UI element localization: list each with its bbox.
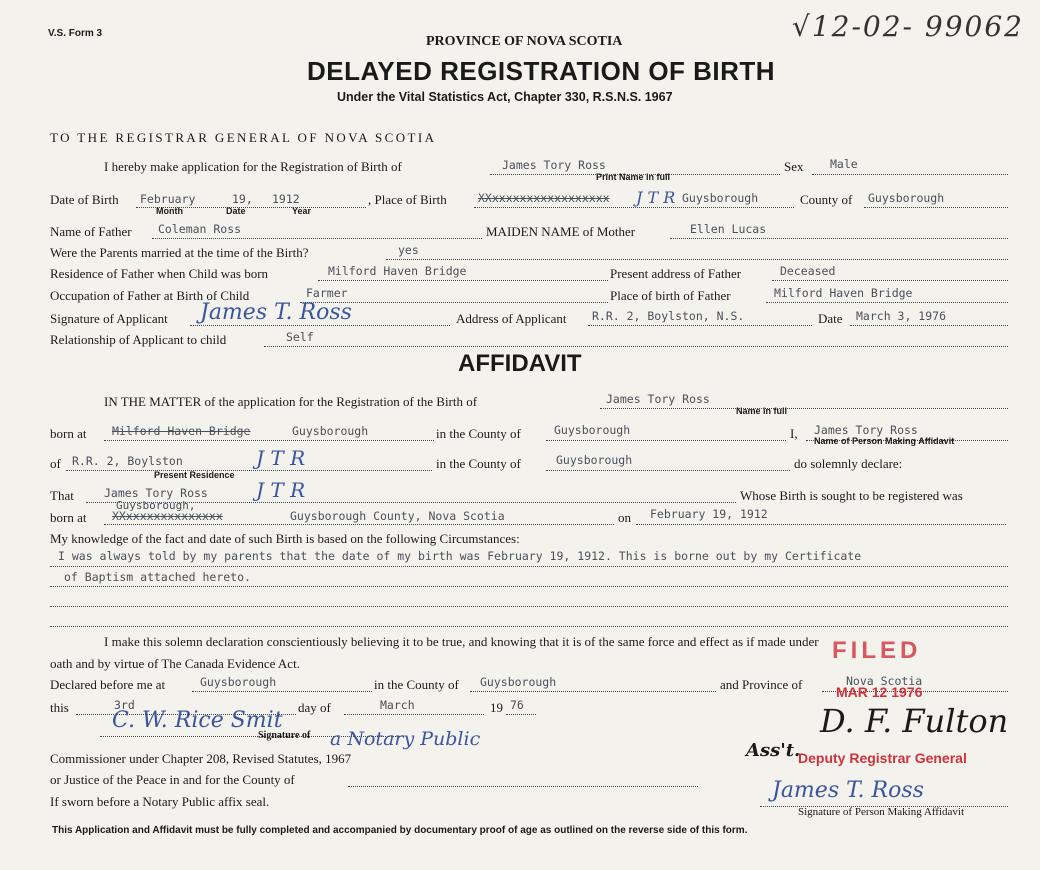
application-intro: I hereby make application for the Registration of Birth of [104,159,402,174]
notary-handwriting: a Notary Public [330,728,481,750]
deponent-label: Name of Person Making Affidavit [814,436,955,446]
circumstances-line-1: I was always told by my parents that the date of my birth was February 19, 1912. This is borne out by my Certificate [58,549,862,563]
deponent-name: James Tory Ross [814,423,918,437]
date-signed-label: Date [818,311,843,326]
in-county-label: in the County of [436,426,521,441]
res-father-value: Milford Haven Bridge [328,264,467,278]
occupation-value: Farmer [306,286,348,300]
pob-father-label: Place of birth of Father [610,288,731,303]
that-label: That [50,488,74,503]
year-suffix: 76 [510,698,524,712]
notary-seal-line: If sworn before a Notary Public affix seal. [50,794,270,809]
born-at2-value: Guysborough County, Nova Scotia [290,509,505,523]
child-name: James Tory Ross [502,158,606,172]
declaration-line-2: oath and by virtue of The Canada Evidence Act. [50,656,300,671]
sex-value: Male [830,157,858,171]
married-label: Were the Parents married at the time of the Birth? [50,245,309,260]
matter-text: IN THE MATTER of the application for the Registration of the Birth of [104,394,478,409]
registrar-signature: D. F. Fulton [820,702,1009,740]
initials-that: J T R [256,478,306,502]
born-at2-label: born at [50,510,87,525]
county-label: County of [800,192,853,207]
born-at-struck: Milford Haven Bridge [112,424,251,438]
in-county2-label: in the County of [436,456,521,471]
deponent-signature-label: Signature of Person Making Affidavit [798,806,964,818]
commissioner-signature: C. W. Rice Smit [112,708,283,733]
born-at-label: born at [50,426,87,441]
pob-struck: XXxxxxxxxxxxxxxxxxx [478,191,610,205]
sex-label: Sex [784,159,804,174]
born-at2-struck: XXxxxxxxxxxxxxxx [112,509,223,523]
declared-month: March [380,698,415,712]
form-number: V.S. Form 3 [48,28,103,39]
declared-province: Nova Scotia [846,674,923,688]
declared-at: Guysborough [200,675,277,689]
year-prefix: 19 [490,700,503,715]
date-label: Date [226,206,246,216]
on-date: February 19, 1912 [650,507,768,521]
declared-label: Declared before me at [50,677,166,692]
filed-stamp: FILED [832,637,922,664]
name-full-label: Name in full [736,406,788,416]
assistant-mark: Ass't. [746,740,801,761]
initials-pob: J T R [636,188,676,207]
deputy-registrar-stamp: Deputy Registrar General [798,750,967,766]
father-label: Name of Father [50,224,132,239]
knowledge-text: My knowledge of the fact and date of such Birth is based on the following Circumstances: [50,531,520,546]
occupation-label: Occupation of Father at Birth of Child [50,288,250,303]
province-label: and Province of [720,677,803,692]
solemnly-declare: do solemnly declare: [794,456,903,471]
affidavit-child-name: James Tory Ross [606,392,710,406]
present-father-value: Deceased [780,264,836,278]
whose-birth-text: Whose Birth is sought to be registered was [740,488,963,503]
date-signed-value: March 3, 1976 [856,309,947,323]
day-of-label: day of [298,700,331,715]
commissioner-line: Commissioner under Chapter 208, Revised Statutes, 1967 [50,751,352,766]
deponent-signature: James T. Ross [772,778,924,803]
declared-county: Guysborough [480,675,557,689]
present-father-label: Present address of Father [610,266,742,281]
dob-label: Date of Birth [50,192,119,207]
in-county3-label: in the County of [374,677,459,692]
month-label: Month [156,206,183,216]
applicant-signature-label: Signature of Applicant [50,311,168,326]
signature-of-label: Signature of [258,730,311,741]
married-value: yes [398,243,419,257]
pob-label: , Place of Birth [368,192,447,207]
mother-label: MAIDEN NAME of Mother [486,224,636,239]
residence-county: Guysborough [556,453,633,467]
year-label: Year [292,206,312,216]
of-label: of [50,456,61,471]
relationship-value: Self [286,330,314,344]
footer-note: This Application and Affidavit must be fully completed and accompanied by documentary proof of age as outlined on the reverse side of this form. [52,825,748,836]
county-value: Guysborough [868,191,945,205]
this-label: this [50,700,69,715]
declaration-line-1: I make this solemn declaration conscientiously believing it to be true, and knowing that it is of the same force and effect as if made under [104,634,819,649]
pob-value: Guysborough [682,191,759,205]
present-residence-label: Present Residence [154,470,235,480]
relationship-label: Relationship of Applicant to child [50,332,227,347]
form-subtitle: Under the Vital Statistics Act, Chapter 330, R.S.N.S. 1967 [337,90,673,104]
circumstances-line-2: of Baptism attached hereto. [64,570,251,584]
born-at2-inserted: Guysborough, [116,499,196,512]
print-name-label: Print Name in full [596,172,671,182]
addressee: TO THE REGISTRAR GENERAL OF NOVA SCOTIA [50,130,437,145]
filed-date-stamp: MAR 12 1976 [836,684,923,700]
dob-year: 1912 [272,192,300,206]
res-father-label: Residence of Father when Child was born [50,266,269,281]
address-label: Address of Applicant [456,311,567,326]
province-heading: PROVINCE OF NOVA SCOTIA [426,34,623,49]
i-label: I, [790,426,798,441]
justice-line: or Justice of the Peace in and for the County of [50,772,295,787]
affidavit-heading: AFFIDAVIT [458,350,582,377]
form-title: DELAYED REGISTRATION OF BIRTH [307,56,776,86]
that-name: James Tory Ross [104,486,208,500]
mother-value: Ellen Lucas [690,222,767,236]
affidavit-county: Guysborough [554,423,631,437]
residence-value: R.R. 2, Boylston [72,454,183,468]
father-value: Coleman Ross [158,222,242,236]
initials-residence: J T R [256,446,306,470]
applicant-signature: James T. Ross [200,300,352,325]
address-value: R.R. 2, Boylston, N.S. [592,309,745,323]
born-at-value: Guysborough [292,424,369,438]
dob-day: 19, [232,192,253,206]
reference-number: √12-02- 99062 [792,10,1024,43]
pob-father-value: Milford Haven Bridge [774,286,913,300]
declared-day: 3rd [114,698,135,712]
on-label: on [618,510,631,525]
dob-month: February [140,192,196,206]
